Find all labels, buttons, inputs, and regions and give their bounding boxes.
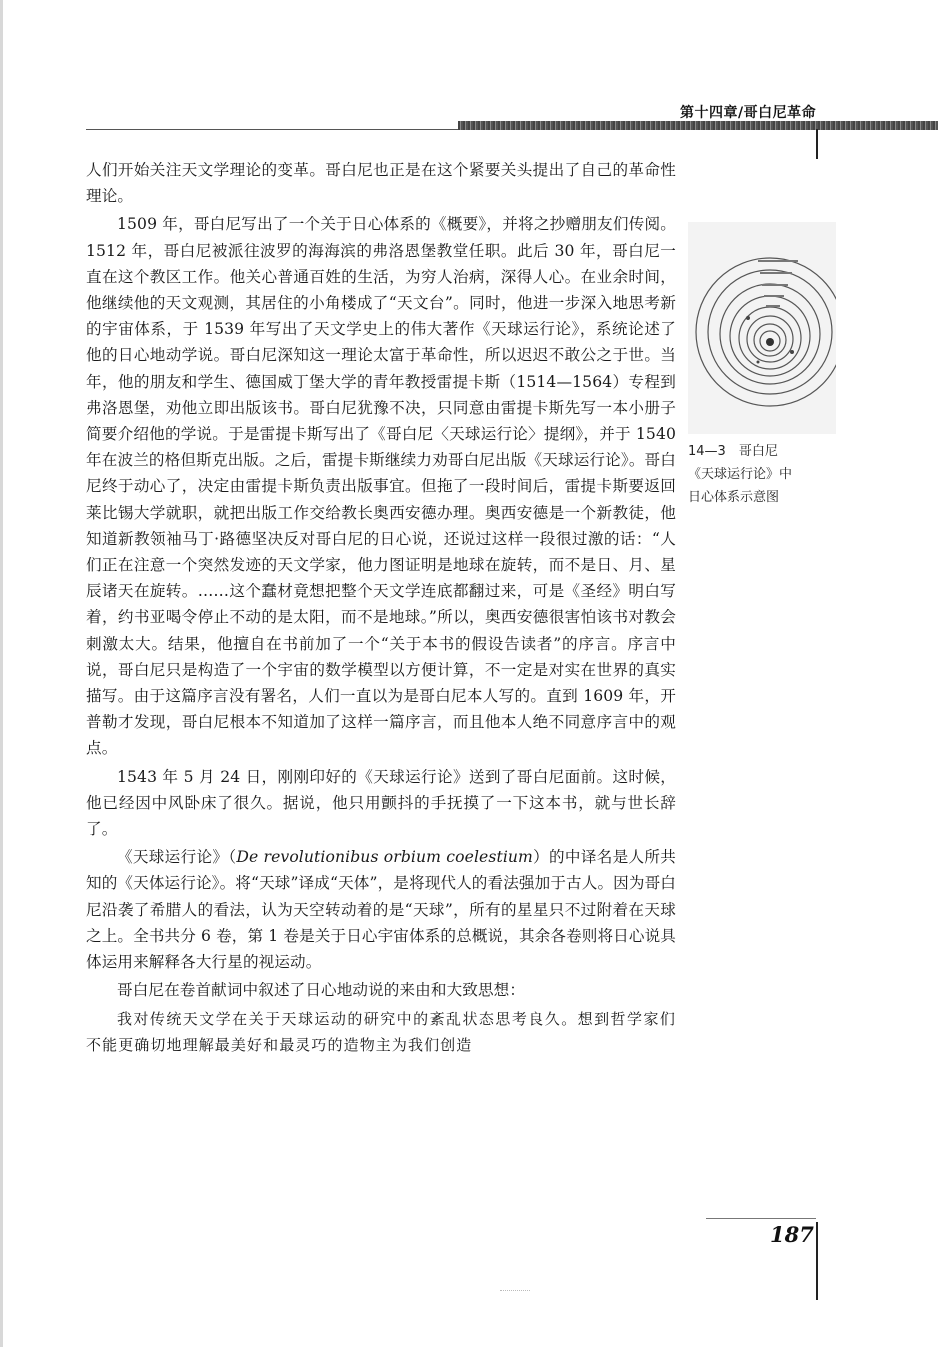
page-edge-shadow (0, 0, 3, 1347)
chapter-title: 第十四章/哥白尼革命 (680, 105, 817, 121)
header-rule-thin (86, 129, 458, 130)
footer-margin-line (816, 1222, 818, 1300)
heliocentric-system-illustration (688, 222, 836, 434)
paragraph-3: 1543 年 5 月 24 日，刚刚印好的《天球运行论》送到了哥白尼面前。这时候，他已经因中风卧床了很久。据说，他只用颤抖的手抚摸了一下这本书，就与世长辞了。 (86, 767, 676, 839)
paragraph-4-lead: 《天球运行论》（ (117, 848, 237, 867)
figure-caption (688, 440, 838, 509)
page-number: 187 (770, 1222, 814, 1247)
body-text (86, 157, 676, 1060)
quoted-dedication: 我对传统天文学在关于天球运动的研究中的紊乱状态思考良久。想到哲学家们不能更确切地理解最美好和最灵巧的造物主为我们创造 (86, 1009, 676, 1054)
footer-rule (706, 1218, 816, 1219)
scan-artifact (500, 1290, 530, 1292)
caption-line-3: 日心体系示意图 (688, 490, 780, 505)
paragraph-5: 哥白尼在卷首献词中叙述了日心地动说的来由和大致思想： (117, 981, 526, 1000)
paragraph-4 (86, 844, 676, 975)
paragraph-2: 1509 年，哥白尼写出了一个关于日心体系的《概要》，并将之抄赠朋友们传阅。1512 年，哥白尼被派往波罗的海海滨的弗洛恩堡教堂任职。此后 30 年，哥白尼一直在这个教区工作。他关心普通百姓的生活，为穷人治病，深得人心。在业余时间，他继续他的天文观测，其居住的小角楼成了“天文台”。同时，他进一步深入地思考新的宇宙体系，于 1539 年写出了天文学史上的伟大著作《天球运行论》，系统论述了他的日心地动学说。哥白尼深知这一理论太富于革命性，所以迟迟不敢公之于世。当年，他的朋友和学生、德国威丁堡大学的青年教授雷提卡斯（1514—1564）专程到弗洛恩堡，劝他立即出版该书。哥白尼犹豫不决，只同意由雷提卡斯先写一本小册子简要介绍他的学说。于是雷提卡斯写出了《哥白尼〈天球运行论〉提纲》，并于 1540 年在波兰的格但斯克出版。之后，雷提卡斯继续力劝哥白尼出版《天球运行论》。哥白尼终于动心了，决定由雷提卡斯负责出版事宜。但拖了一段时间后，雷提卡斯要返回莱比锡大学就职，就把出版工作交给教长奥西安德办理。奥西安德是一个新教徒，他知道新教领袖马丁·路德坚决反对哥白尼的日心说，还说过这样一段很过激的话：“人们正在注意一个突然发迹的天文学家，他力图证明是地球在旋转，而不是日、月、星辰诸天在旋转。……这个蠢材竟想把整个天文学连底都翻过来，可是《圣经》明白写着，约书亚喝令停止不动的是太阳，而不是地球。”所以，奥西安德很害怕该书对教会刺激太大。结果，他擅自在书前加了一个“关于本书的假设告读者”的序言。序言中说，哥白尼只是构造了一个宇宙的数学模型以方便计算，不一定是对实在世界的真实描写。由于这篇序言没有署名，人们一直以为是哥白尼本人写的。直到 1609 年，开普勒才发现，哥白尼根本不知道加了这样一篇序言，而且他本人绝不同意序言中的观点。 (86, 215, 676, 758)
header-rule-thick (458, 121, 938, 130)
paragraph-1: 人们开始关注天文学理论的变革。哥白尼也正是在这个紧要关头提出了自己的革命性理论。 (86, 161, 676, 206)
latin-title: De revolutionibus orbium coelestium (236, 848, 533, 867)
caption-line-1: 14—3 哥白尼 (688, 444, 778, 459)
heliocentric-diagram (688, 222, 836, 434)
caption-line-2: 《天球运行论》中 (688, 467, 793, 482)
header-margin-line (816, 129, 818, 159)
paragraph-4-rest: ）的中译名是人所共知的《天体运行论》。将“天球”译成“天体”，是将现代人的看法强加于古人。因为哥白尼沿袭了希腊人的看法，认为天空转动着的是“天球”，所有的星星只不过附着在天球之上。全书共分 6 卷，第 1 卷是关于日心宇宙体系的总概说，其余各卷则将日心说具体运用来解释各大行星的视运动。 (86, 848, 676, 972)
